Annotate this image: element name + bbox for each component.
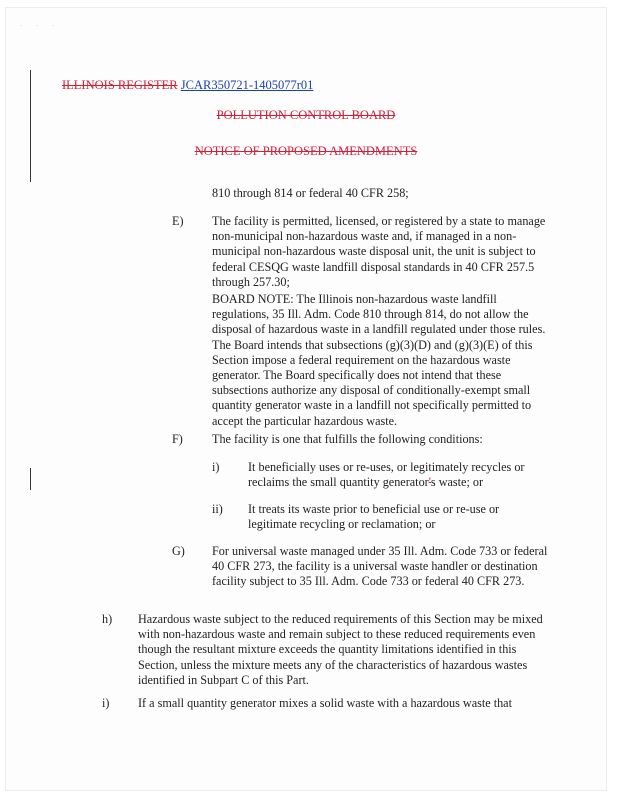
notice-title: NOTICE OF PROPOSED AMENDMENTS <box>194 144 418 158</box>
jcar-reference: JCAR350721-1405077r01 <box>180 78 314 92</box>
item-g-label: G) <box>172 544 185 558</box>
board-note: BOARD NOTE: The Illinois non-hazardous waste landfill regulations, 35 Ill. Adm. Code 810 through 814, do not allow the disposal of hazardous waste in a landfill regulated under those rules. The Board intends that subsections (g)(3)(D) and (g)(3)(E) of this Section impose a federal requirement on the hazardous waste generator. The Board specifically does not intend that these subsections authorize any disposal of conditionally-exempt small quantity generator waste in a landfill not specifically permitted to accept the particular hazardous waste. <box>212 292 546 428</box>
item-f-i-struck-apostrophe: ' <box>428 475 431 490</box>
item-h-label: h) <box>102 612 113 626</box>
register-title-struck: ILLINOIS REGISTER <box>62 78 178 92</box>
item-f-ii-label: ii) <box>212 502 223 516</box>
item-f-text: The facility is one that fulfills the following conditions: <box>212 432 483 446</box>
item-f-i-label: i) <box>212 460 220 474</box>
item-h-text: Hazardous waste subject to the reduced requirements of this Section may be mixed with non-hazardous waste and remain subject to these reduced requirements even though the resultant mixture exceeds the quantity limitations identified in this Section, unless the mixture meets any of the characteristics of hazardous wastes identified in Subpart C of this Part. <box>138 612 543 687</box>
agency-title: POLLUTION CONTROL BOARD <box>216 108 396 122</box>
item-f-ii-text: It treats its waste prior to beneficial use or re-use or legitimate recycling or reclamation; or <box>248 502 500 532</box>
scan-artifact: · · · <box>20 22 61 30</box>
revision-bar <box>30 70 31 182</box>
item-i-text: If a small quantity generator mixes a solid waste with a hazardous waste that <box>138 696 512 710</box>
item-f-label: F) <box>172 432 183 446</box>
notice-header <box>6 144 606 159</box>
continuation-line: 810 through 814 or federal 40 CFR 258; <box>212 186 409 200</box>
agency-header <box>6 108 606 123</box>
revision-bar <box>30 468 31 490</box>
item-e-label: E) <box>172 214 184 228</box>
register-header <box>62 78 313 93</box>
item-f-i-text <box>248 460 548 490</box>
item-g-text: For universal waste managed under 35 Ill. Adm. Code 733 or federal 40 CFR 273, the facility is a universal waste handler or destination facility subject to 35 Ill. Adm. Code 733 or federal 40 CFR 273. <box>212 544 548 589</box>
item-e-text: The facility is permitted, licensed, or registered by a state to manage non-municipal non-hazardous waste and, if managed in a non-municipal non-hazardous waste disposal unit, the unit is subject to federal CESQG waste landfill disposal standards in 40 CFR 257.5 through 257.30; <box>212 214 546 289</box>
item-f-i-text-before: It beneficially uses or re-uses, or legitimately recycles or reclaims the small quantity generator <box>248 460 525 490</box>
item-f-i-text-after: s waste; or <box>430 475 484 490</box>
item-i-label: i) <box>102 696 110 710</box>
document-page <box>6 8 606 790</box>
